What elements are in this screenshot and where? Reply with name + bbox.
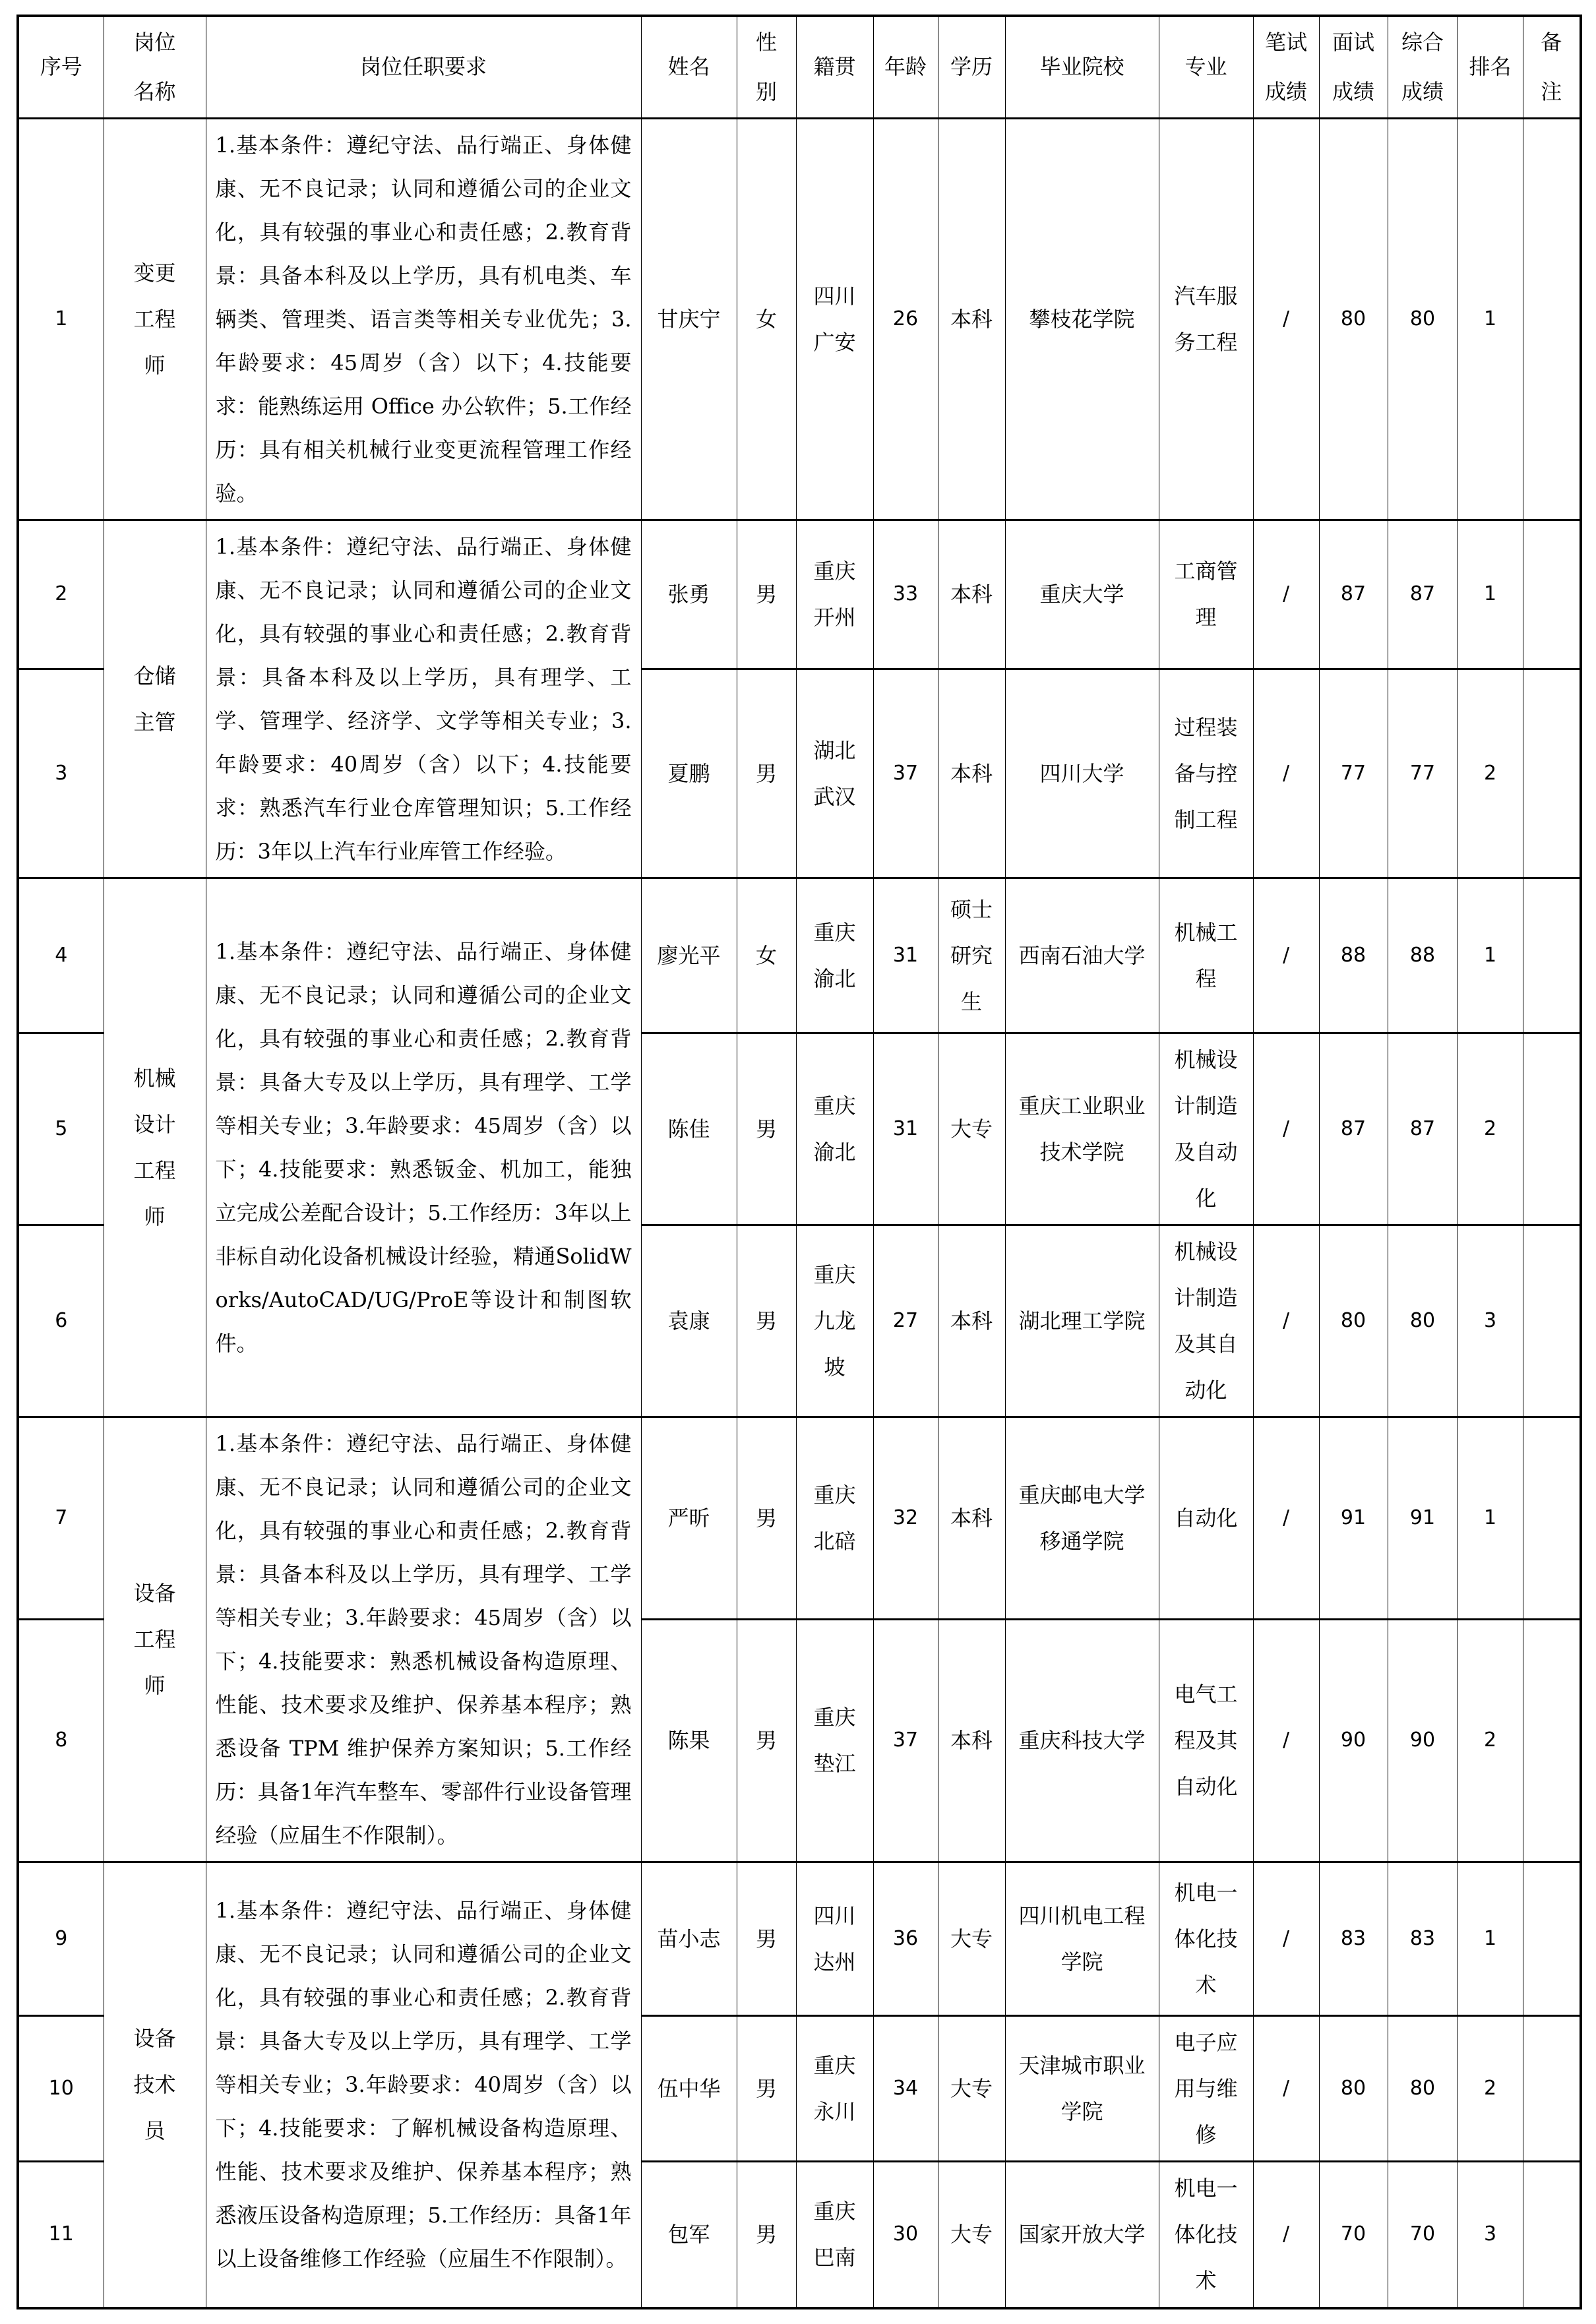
candidate-name: 严昕 xyxy=(641,1417,737,1619)
interview-score: 70 xyxy=(1319,2161,1388,2308)
header-col-age: 年龄 xyxy=(873,16,938,118)
education-level: 本科 xyxy=(938,1619,1005,1862)
header-col-no: 序号 xyxy=(18,16,104,118)
graduate-school: 攀枝花学院 xyxy=(1005,118,1159,520)
overall-score: 83 xyxy=(1388,1862,1458,2015)
education-level: 大专 xyxy=(938,1862,1005,2015)
candidate-name: 甘庆宁 xyxy=(641,118,737,520)
major: 机械设计制造及自动化 xyxy=(1159,1033,1253,1225)
gender: 男 xyxy=(737,520,796,669)
remark xyxy=(1523,2161,1581,2308)
candidate-name: 伍中华 xyxy=(641,2015,737,2161)
candidate-name: 包军 xyxy=(641,2161,737,2308)
education-level: 大专 xyxy=(938,2015,1005,2161)
written-score: / xyxy=(1253,878,1319,1033)
graduate-school: 四川机电工程学院 xyxy=(1005,1862,1159,2015)
interview-score: 80 xyxy=(1319,118,1388,520)
overall-score: 90 xyxy=(1388,1619,1458,1862)
interview-score: 90 xyxy=(1319,1619,1388,1862)
candidate-row xyxy=(18,878,1581,1033)
major: 过程装备与控制工程 xyxy=(1159,669,1253,878)
serial-number: 5 xyxy=(18,1033,104,1225)
education-level: 大专 xyxy=(938,2161,1005,2308)
native-place: 重庆渝北 xyxy=(796,878,873,1033)
age: 31 xyxy=(873,878,938,1033)
age: 34 xyxy=(873,2015,938,2161)
major: 机械工程 xyxy=(1159,878,1253,1033)
age: 37 xyxy=(873,669,938,878)
header-col-remark: 备注 xyxy=(1523,16,1581,118)
overall-score: 80 xyxy=(1388,118,1458,520)
overall-score: 77 xyxy=(1388,669,1458,878)
recruitment-results-table xyxy=(16,15,1582,2309)
candidate-row xyxy=(18,1417,1581,1619)
serial-number: 4 xyxy=(18,878,104,1033)
remark xyxy=(1523,118,1581,520)
serial-number: 7 xyxy=(18,1417,104,1619)
graduate-school: 国家开放大学 xyxy=(1005,2161,1159,2308)
graduate-school: 重庆大学 xyxy=(1005,520,1159,669)
interview-score: 77 xyxy=(1319,669,1388,878)
header-col-gender: 性别 xyxy=(737,16,796,118)
rank: 1 xyxy=(1458,118,1523,520)
header-col-major: 专业 xyxy=(1159,16,1253,118)
graduate-school: 重庆工业职业技术学院 xyxy=(1005,1033,1159,1225)
education-level: 大专 xyxy=(938,1033,1005,1225)
remark xyxy=(1523,669,1581,878)
rank: 1 xyxy=(1458,520,1523,669)
overall-score: 87 xyxy=(1388,1033,1458,1225)
major: 机电一体化技术 xyxy=(1159,1862,1253,2015)
rank: 3 xyxy=(1458,2161,1523,2308)
table-body xyxy=(18,118,1581,2308)
candidate-row xyxy=(18,1862,1581,2015)
rank: 3 xyxy=(1458,1225,1523,1417)
gender: 男 xyxy=(737,1033,796,1225)
gender: 女 xyxy=(737,878,796,1033)
interview-score: 87 xyxy=(1319,520,1388,669)
position-name: 机械设计工程师 xyxy=(104,878,206,1417)
native-place: 重庆开州 xyxy=(796,520,873,669)
overall-score: 80 xyxy=(1388,1225,1458,1417)
position-name: 设备技术员 xyxy=(104,1862,206,2308)
remark xyxy=(1523,1033,1581,1225)
interview-score: 87 xyxy=(1319,1033,1388,1225)
age: 26 xyxy=(873,118,938,520)
header-row xyxy=(18,16,1581,118)
position-name: 设备工程师 xyxy=(104,1417,206,1862)
major: 电气工程及其自动化 xyxy=(1159,1619,1253,1862)
native-place: 重庆九龙坡 xyxy=(796,1225,873,1417)
education-level: 本科 xyxy=(938,1225,1005,1417)
candidate-name: 廖光平 xyxy=(641,878,737,1033)
position-requirements: 1.基本条件：遵纪守法、品行端正、身体健康、无不良记录；认同和遵循公司的企业文化，具有较强的事业心和责任感；2.教育背景：具备大专及以上学历，具有理学、工学等相关专业；3.年龄要求：40周岁（含）以下；4.技能要求：了解机械设备构造原理、性能、技术要求及维护、保养基本程序；熟悉液压设备构造原理；5.工作经历：具备1年以上设备维修工作经验（应届生不作限制）。 xyxy=(206,1862,641,2308)
position-requirements: 1.基本条件：遵纪守法、品行端正、身体健康、无不良记录；认同和遵循公司的企业文化，具有较强的事业心和责任感；2.教育背景：具备本科及以上学历，具有机电类、车辆类、管理类、语言类等相关专业优先；3.年龄要求：45周岁（含）以下；4.技能要求：能熟练运用 Office 办公软件；5.工作经历：具有相关机械行业变更流程管理工作经验。 xyxy=(206,118,641,520)
graduate-school: 西南石油大学 xyxy=(1005,878,1159,1033)
written-score: / xyxy=(1253,2161,1319,2308)
graduate-school: 天津城市职业学院 xyxy=(1005,2015,1159,2161)
serial-number: 1 xyxy=(18,118,104,520)
native-place: 重庆北碚 xyxy=(796,1417,873,1619)
serial-number: 9 xyxy=(18,1862,104,2015)
gender: 男 xyxy=(737,1619,796,1862)
gender: 男 xyxy=(737,1225,796,1417)
serial-number: 6 xyxy=(18,1225,104,1417)
rank: 2 xyxy=(1458,1033,1523,1225)
position-name: 仓储主管 xyxy=(104,520,206,878)
candidate-row xyxy=(18,118,1581,520)
graduate-school: 重庆邮电大学移通学院 xyxy=(1005,1417,1159,1619)
header-col-rank: 排名 xyxy=(1458,16,1523,118)
major: 机电一体化技术 xyxy=(1159,2161,1253,2308)
candidate-name: 袁康 xyxy=(641,1225,737,1417)
gender: 男 xyxy=(737,1417,796,1619)
position-requirements: 1.基本条件：遵纪守法、品行端正、身体健康、无不良记录；认同和遵循公司的企业文化，具有较强的事业心和责任感；2.教育背景：具备大专及以上学历，具有理学、工学等相关专业；3.年龄要求：45周岁（含）以下；4.技能要求：熟悉钣金、机加工，能独立完成公差配合设计；5.工作经历：3年以上非标自动化设备机械设计经验，精通SolidWorks/AutoCAD/UG/ProE等设计和制图软件。 xyxy=(206,878,641,1417)
serial-number: 10 xyxy=(18,2015,104,2161)
header-col-requirements: 岗位任职要求 xyxy=(206,16,641,118)
age: 33 xyxy=(873,520,938,669)
written-score: / xyxy=(1253,1417,1319,1619)
header-col-native: 籍贯 xyxy=(796,16,873,118)
overall-score: 80 xyxy=(1388,2015,1458,2161)
age: 31 xyxy=(873,1033,938,1225)
remark xyxy=(1523,2015,1581,2161)
native-place: 四川广安 xyxy=(796,118,873,520)
written-score: / xyxy=(1253,118,1319,520)
remark xyxy=(1523,1225,1581,1417)
written-score: / xyxy=(1253,1862,1319,2015)
education-level: 硕士研究生 xyxy=(938,878,1005,1033)
candidate-row xyxy=(18,520,1581,669)
gender: 女 xyxy=(737,118,796,520)
header-col-school: 毕业院校 xyxy=(1005,16,1159,118)
written-score: / xyxy=(1253,1619,1319,1862)
remark xyxy=(1523,1862,1581,2015)
overall-score: 91 xyxy=(1388,1417,1458,1619)
header-col-overall-score: 综合成绩 xyxy=(1388,16,1458,118)
written-score: / xyxy=(1253,2015,1319,2161)
graduate-school: 四川大学 xyxy=(1005,669,1159,878)
gender: 男 xyxy=(737,669,796,878)
serial-number: 11 xyxy=(18,2161,104,2308)
age: 32 xyxy=(873,1417,938,1619)
remark xyxy=(1523,1417,1581,1619)
remark xyxy=(1523,1619,1581,1862)
rank: 2 xyxy=(1458,669,1523,878)
header-col-interview-score: 面试成绩 xyxy=(1319,16,1388,118)
candidate-name: 夏鹏 xyxy=(641,669,737,878)
native-place: 重庆永川 xyxy=(796,2015,873,2161)
position-name: 变更工程师 xyxy=(104,118,206,520)
native-place: 湖北武汉 xyxy=(796,669,873,878)
candidate-name: 苗小志 xyxy=(641,1862,737,2015)
rank: 1 xyxy=(1458,878,1523,1033)
header-col-written-score: 笔试成绩 xyxy=(1253,16,1319,118)
graduate-school: 重庆科技大学 xyxy=(1005,1619,1159,1862)
major: 自动化 xyxy=(1159,1417,1253,1619)
graduate-school: 湖北理工学院 xyxy=(1005,1225,1159,1417)
education-level: 本科 xyxy=(938,669,1005,878)
serial-number: 2 xyxy=(18,520,104,669)
rank: 1 xyxy=(1458,1862,1523,2015)
written-score: / xyxy=(1253,1033,1319,1225)
gender: 男 xyxy=(737,2161,796,2308)
major: 汽车服务工程 xyxy=(1159,118,1253,520)
major: 电子应用与维修 xyxy=(1159,2015,1253,2161)
candidate-name: 张勇 xyxy=(641,520,737,669)
overall-score: 88 xyxy=(1388,878,1458,1033)
serial-number: 8 xyxy=(18,1619,104,1862)
position-requirements: 1.基本条件：遵纪守法、品行端正、身体健康、无不良记录；认同和遵循公司的企业文化，具有较强的事业心和责任感；2.教育背景：具备本科及以上学历，具有理学、工学等相关专业；3.年龄要求：45周岁（含）以下；4.技能要求：熟悉机械设备构造原理、性能、技术要求及维护、保养基本程序；熟悉设备 TPM 维护保养方案知识；5.工作经历：具备1年汽车整车、零部件行业设备管理经验（应届生不作限制）。 xyxy=(206,1417,641,1862)
native-place: 重庆垫江 xyxy=(796,1619,873,1862)
position-requirements: 1.基本条件：遵纪守法、品行端正、身体健康、无不良记录；认同和遵循公司的企业文化，具有较强的事业心和责任感；2.教育背景：具备本科及以上学历，具有理学、工学、管理学、经济学、文学等相关专业；3.年龄要求：40周岁（含）以下；4.技能要求：熟悉汽车行业仓库管理知识；5.工作经历：3年以上汽车行业库管工作经验。 xyxy=(206,520,641,878)
remark xyxy=(1523,520,1581,669)
native-place: 重庆巴南 xyxy=(796,2161,873,2308)
age: 37 xyxy=(873,1619,938,1862)
header-col-position: 岗位名称 xyxy=(104,16,206,118)
rank: 2 xyxy=(1458,2015,1523,2161)
overall-score: 87 xyxy=(1388,520,1458,669)
age: 27 xyxy=(873,1225,938,1417)
written-score: / xyxy=(1253,669,1319,878)
education-level: 本科 xyxy=(938,1417,1005,1619)
age: 36 xyxy=(873,1862,938,2015)
age: 30 xyxy=(873,2161,938,2308)
gender: 男 xyxy=(737,1862,796,2015)
candidate-name: 陈果 xyxy=(641,1619,737,1862)
remark xyxy=(1523,878,1581,1033)
native-place: 四川达州 xyxy=(796,1862,873,2015)
rank: 2 xyxy=(1458,1619,1523,1862)
written-score: / xyxy=(1253,1225,1319,1417)
written-score: / xyxy=(1253,520,1319,669)
header-col-name: 姓名 xyxy=(641,16,737,118)
interview-score: 80 xyxy=(1319,2015,1388,2161)
native-place: 重庆渝北 xyxy=(796,1033,873,1225)
interview-score: 80 xyxy=(1319,1225,1388,1417)
rank: 1 xyxy=(1458,1417,1523,1619)
interview-score: 83 xyxy=(1319,1862,1388,2015)
education-level: 本科 xyxy=(938,118,1005,520)
candidate-name: 陈佳 xyxy=(641,1033,737,1225)
major: 机械设计制造及其自动化 xyxy=(1159,1225,1253,1417)
overall-score: 70 xyxy=(1388,2161,1458,2308)
gender: 男 xyxy=(737,2015,796,2161)
major: 工商管理 xyxy=(1159,520,1253,669)
serial-number: 3 xyxy=(18,669,104,878)
education-level: 本科 xyxy=(938,520,1005,669)
interview-score: 88 xyxy=(1319,878,1388,1033)
interview-score: 91 xyxy=(1319,1417,1388,1619)
header-col-education: 学历 xyxy=(938,16,1005,118)
